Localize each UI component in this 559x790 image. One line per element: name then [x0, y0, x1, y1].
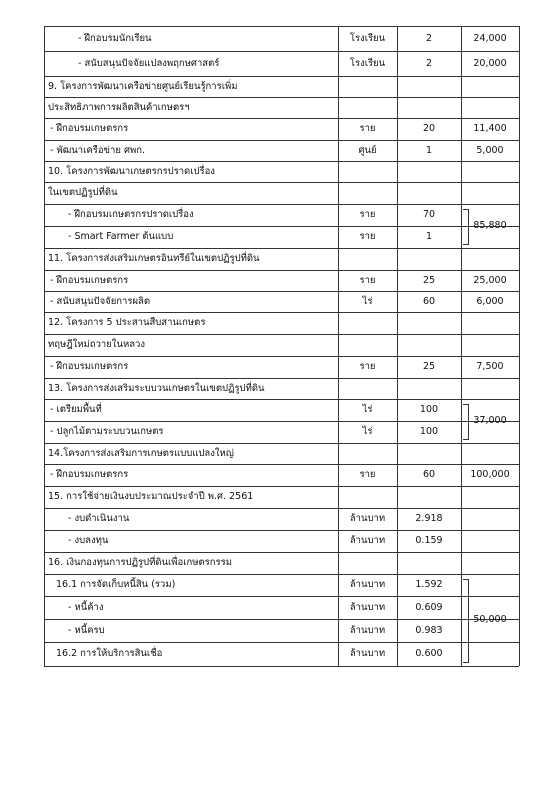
item-label: - หนี้ค้าง [68, 601, 104, 613]
amount-cell: 85,880 [473, 220, 507, 231]
table-rule [44, 530, 519, 531]
quantity-cell: 0.600 [415, 648, 443, 659]
table-rule [44, 204, 519, 205]
table-rule [44, 666, 519, 667]
table-column-rule [519, 26, 520, 666]
item-label: - พัฒนาเครือข่าย ศพก. [50, 144, 146, 156]
unit-cell: โรงเรียน [349, 32, 386, 44]
table-rule [44, 486, 519, 487]
item-label: 12. โครงการ 5 ประสานสืบสานเกษตร [48, 317, 206, 328]
quantity-cell: 1 [425, 231, 433, 242]
item-label: - ปลูกไม้ตามระบบวนเกษตร [50, 426, 164, 437]
table-rule [44, 118, 519, 119]
item-label: - หนี้ครบ [68, 624, 105, 636]
quantity-cell: 25 [422, 361, 436, 372]
table-rule [44, 248, 519, 249]
unit-cell: ล้านบาท [349, 601, 386, 613]
amount-cell: 24,000 [473, 32, 507, 44]
item-label: - เตรียมพื้นที่ [50, 404, 102, 415]
quantity-cell: 70 [422, 209, 436, 220]
item-label: - ฝึกอบรมนักเรียน [78, 32, 152, 44]
quantity-cell: 1 [425, 144, 433, 156]
quantity-cell: 60 [422, 295, 436, 307]
amount-cell: 11,400 [473, 123, 507, 134]
item-label: - งบลงทุน [68, 535, 109, 546]
table-rule [44, 574, 519, 575]
table-rule [44, 399, 519, 400]
table-rule [44, 619, 519, 620]
amount-cell: 50,000 [473, 614, 507, 625]
table-rule [44, 443, 519, 444]
unit-cell: ไร่ [362, 295, 373, 307]
quantity-cell: 0.983 [415, 624, 443, 636]
unit-cell: ล้านบาท [349, 648, 386, 659]
item-label: - Smart Farmer ต้นแบบ [68, 231, 174, 242]
quantity-cell: 20 [422, 123, 436, 134]
quantity-cell: 100 [419, 426, 439, 437]
quantity-cell: 2 [425, 32, 433, 44]
amount-cell: 20,000 [473, 57, 507, 69]
amount-cell: 100,000 [470, 469, 510, 480]
item-label: - ฝึกอบรมเกษตรกรปราดเปรื่อง [68, 209, 194, 220]
table-rule [44, 140, 519, 141]
quantity-cell: 2 [425, 57, 433, 69]
unit-cell: ราย [359, 209, 376, 220]
amount-cell: 37,000 [473, 415, 507, 426]
quantity-cell: 2.918 [415, 513, 443, 524]
table-rule [44, 226, 519, 227]
table-column-rule [461, 26, 462, 666]
quantity-cell: 0.159 [415, 535, 443, 546]
table-rule [44, 421, 519, 422]
unit-cell: ล้านบาท [349, 513, 386, 524]
quantity-cell: 1.592 [415, 579, 443, 590]
table-rule [44, 464, 519, 465]
item-label: 10. โครงการพัฒนาเกษตรกรปราดเปรื่อง [48, 165, 215, 177]
item-label: 11. โครงการส่งเสริมเกษตรอินทรีย์ในเขตปฏิรูปที่ดิน [48, 253, 260, 264]
amount-cell: 25,000 [473, 274, 507, 286]
table-rule [44, 270, 519, 271]
table-rule [44, 334, 519, 335]
table-rule [44, 508, 519, 509]
item-label: - สนับสนุนปัจจัยการผลิต [50, 295, 151, 307]
unit-cell: ศูนย์ [358, 144, 377, 156]
quantity-cell: 25 [422, 274, 436, 286]
quantity-cell: 100 [419, 404, 439, 415]
unit-cell: ราย [359, 231, 376, 242]
table-rule [44, 182, 519, 183]
item-label: 13. โครงการส่งเสริมระบบวนเกษตรในเขตปฏิรูปที่ดิน [48, 382, 265, 394]
unit-cell: ไร่ [362, 404, 373, 415]
item-label: ประสิทธิภาพการผลิตสินค้าเกษตรฯ [48, 101, 190, 113]
table-rule [44, 161, 519, 162]
amount-cell: 6,000 [476, 295, 504, 307]
table-rule [44, 312, 519, 313]
unit-cell: ราย [359, 274, 376, 286]
table-rule [44, 552, 519, 553]
quantity-cell: 60 [422, 469, 436, 480]
quantity-cell: 0.609 [415, 601, 443, 613]
table-rule [44, 356, 519, 357]
item-label: - งบดำเนินงาน [68, 513, 130, 524]
table-column-rule [397, 26, 398, 666]
unit-cell: ราย [359, 469, 376, 480]
table-rule [44, 97, 519, 98]
item-label: 16. เงินกองทุนการปฏิรูปที่ดินเพื่อเกษตรกรรม [48, 557, 232, 568]
unit-cell: ล้านบาท [349, 579, 386, 590]
item-label: - ฝึกอบรมเกษตรกร [50, 469, 129, 480]
item-label: - สนับสนุนปัจจัยแปลงพฤกษศาสตร์ [78, 57, 220, 69]
item-label: 14.โครงการส่งเสริมการเกษตรแบบแปลงใหญ่ [48, 447, 234, 459]
item-label: 9. โครงการพัฒนาเครือข่ายศูนย์เรียนรู้การเพิ่ม [48, 80, 238, 92]
table-rule [44, 76, 519, 77]
item-label: ในเขตปฏิรูปที่ดิน [48, 187, 118, 198]
table-column-rule [44, 26, 45, 666]
unit-cell: โรงเรียน [349, 57, 386, 69]
item-label: - ฝึกอบรมเกษตรกร [50, 361, 129, 372]
item-label: - ฝึกอบรมเกษตรกร [50, 274, 129, 286]
table-rule [44, 378, 519, 379]
unit-cell: ราย [359, 123, 376, 134]
item-label: ทฤษฎีใหม่ถวายในหลวง [48, 339, 145, 350]
unit-cell: ไร่ [362, 426, 373, 437]
unit-cell: ล้านบาท [349, 535, 386, 546]
item-label: 15. การใช้จ่ายเงินงบประมาณประจำปี พ.ศ. 2561 [48, 491, 254, 502]
amount-cell: 7,500 [476, 361, 504, 372]
table-rule [44, 291, 519, 292]
table-rule [44, 642, 519, 643]
unit-cell: ล้านบาท [349, 624, 386, 636]
item-label: 16.1 การจัดเก็บหนี้สิน (รวม) [56, 579, 176, 590]
table-rule [44, 51, 519, 52]
item-label: - ฝึกอบรมเกษตรกร [50, 123, 129, 134]
item-label: 16.2 การให้บริการสินเชื่อ [56, 648, 163, 659]
amount-cell: 5,000 [476, 144, 504, 156]
table-rule [44, 26, 519, 27]
table-column-rule [338, 26, 339, 666]
table-rule [44, 596, 519, 597]
unit-cell: ราย [359, 361, 376, 372]
